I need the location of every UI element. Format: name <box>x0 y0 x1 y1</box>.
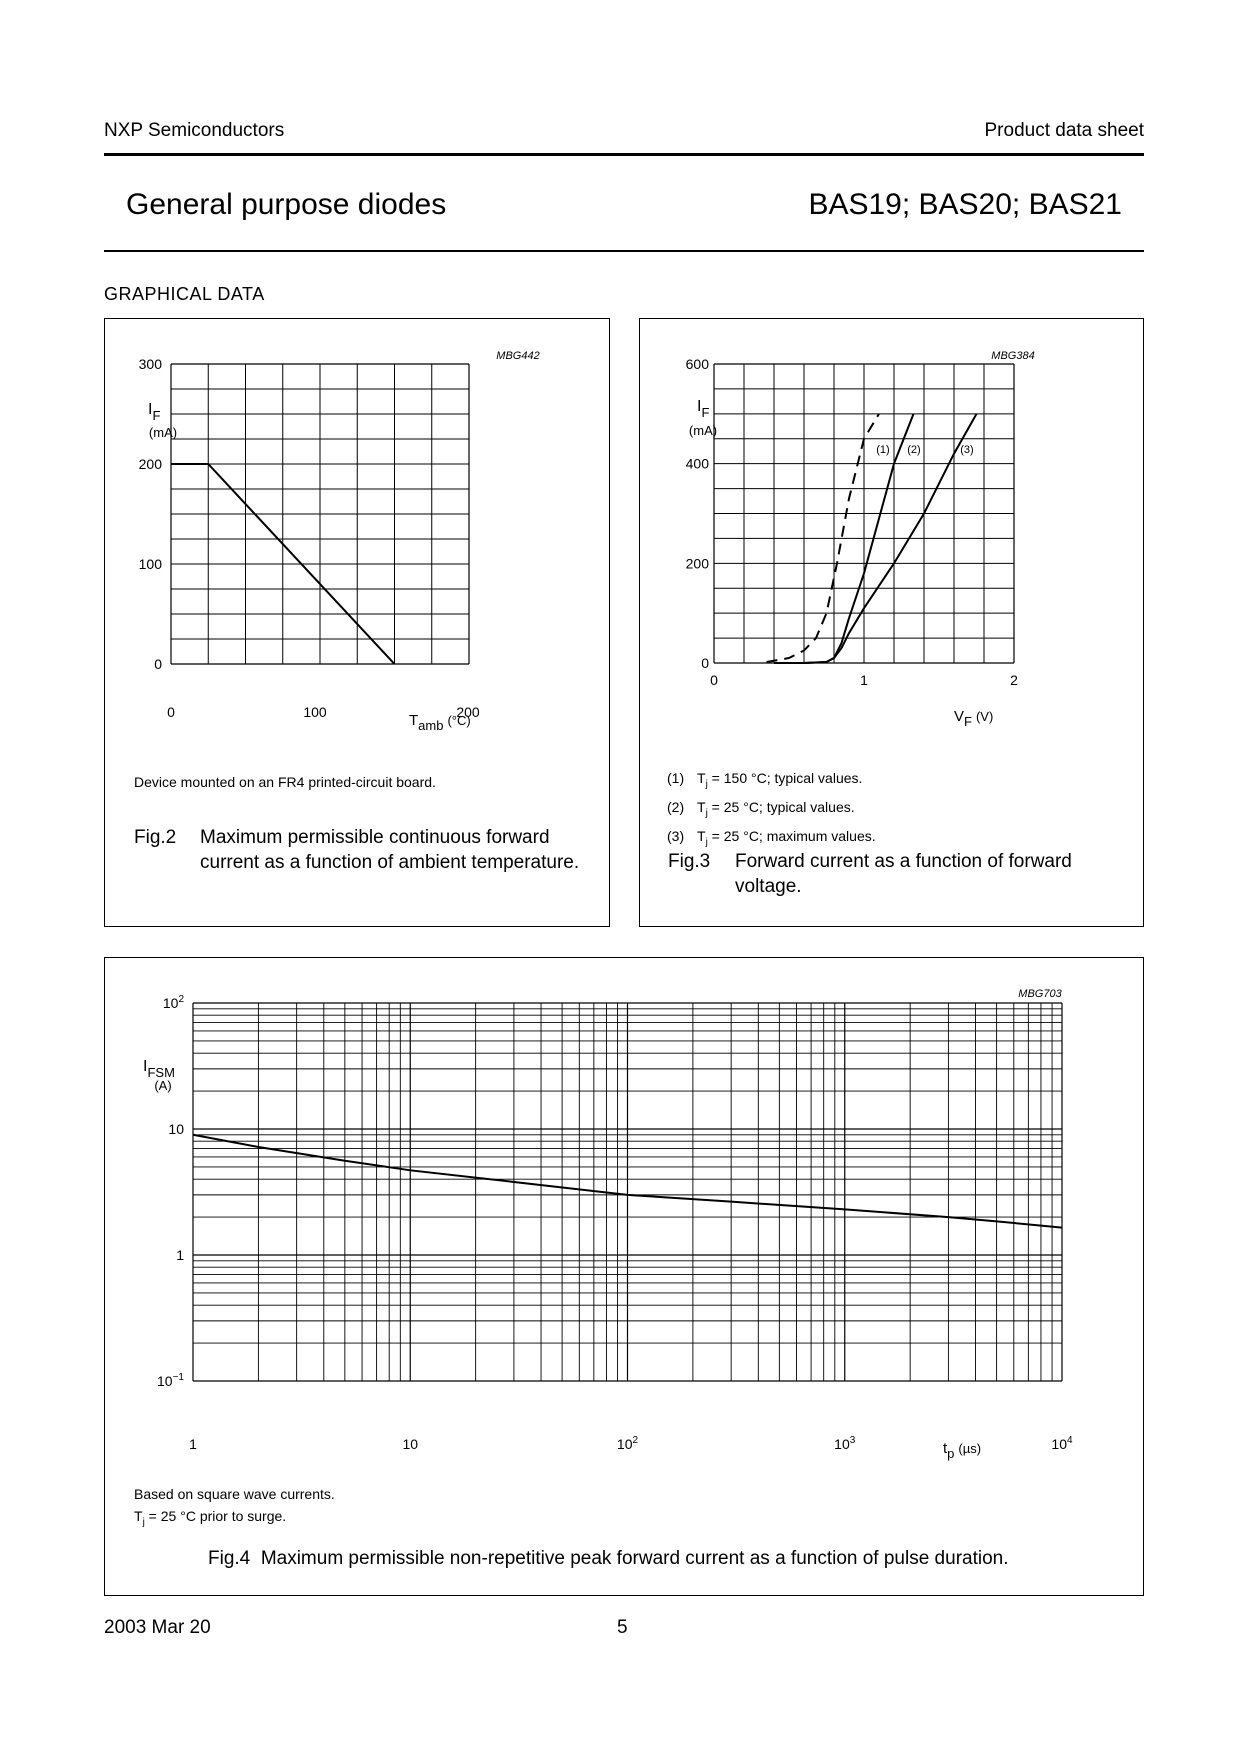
fig4-panel <box>104 957 1144 1596</box>
fig4-code: MBG703 <box>1018 988 1062 1000</box>
fig4-grid <box>193 1003 1062 1381</box>
fig3-legend-item: (2) $T_j = 25$ °C; typical values. <box>667 798 855 819</box>
fig3-grid <box>714 364 1014 663</box>
fig3-y-tick-label: 0 <box>701 655 709 671</box>
fig4-y-tick-label: $10^2$ <box>162 994 184 1011</box>
fig4-x-axis-label: tp (µs) <box>943 1440 982 1461</box>
fig4-y-tick-label: 10 <box>168 1121 184 1137</box>
fig3-legend-item: (3) $T_j = 25$ °C; maximum values. <box>667 827 876 848</box>
fig4-y-tick-label: 1 <box>176 1247 184 1263</box>
page-number: 5 <box>617 1617 628 1638</box>
title-rule <box>104 250 1144 252</box>
fig4-x-tick-label: 1 <box>189 1436 197 1452</box>
fig2-y-axis-symbol: $I_F$ <box>148 401 161 423</box>
fig3-y-tick-label: 600 <box>685 356 709 372</box>
fig3-legend-item: (1) $T_j = 150$ °C; typical values. <box>667 770 863 790</box>
fig2-x-tick-label: 0 <box>167 704 175 720</box>
fig4-caption-line <box>208 1546 1009 1571</box>
page-title: General purpose diodes <box>126 188 447 221</box>
fig2-y-tick-label: 300 <box>138 356 162 372</box>
fig4-caption: Maximum permissible non-repetitive peak forward current as a function of pulse duration. <box>260 1548 1009 1569</box>
fig3-y-axis-symbol: $I_F$ <box>697 398 710 420</box>
fig4-y-tick-labels <box>157 994 184 1389</box>
fig3-curve-label: (3) <box>960 444 974 456</box>
fig2-code: MBG442 <box>496 350 540 362</box>
fig2-note: Device mounted on an FR4 printed-circuit board. <box>134 774 436 790</box>
fig2-panel <box>104 318 610 927</box>
footer-date: 2003 Mar 20 <box>104 1617 211 1638</box>
header-rule <box>104 153 1144 156</box>
fig4-note-line: Based on square wave currents. <box>134 1486 335 1502</box>
fig3-y-tick-label: 200 <box>685 555 709 572</box>
fig4-y-tick-label: $10^{-1}$ <box>157 1372 184 1389</box>
fig3-label: Fig.3 <box>668 851 711 872</box>
fig3-code: MBG384 <box>991 350 1035 362</box>
fig4-y-axis-symbol: $I_{FSM}$ <box>143 1058 175 1080</box>
fig2-label: Fig.2 <box>134 827 177 848</box>
fig4-note-line: $T_j = 25$ °C prior to surge. <box>134 1508 287 1528</box>
fig4-x-tick-label: 10 <box>402 1436 419 1452</box>
fig2-grid <box>171 364 469 664</box>
fig4-notes <box>134 1483 335 1534</box>
fig3-y-tick-label: 400 <box>685 455 709 472</box>
fig3-curve-label: (1) <box>876 444 890 456</box>
fig3-curve-label: (2) <box>907 444 921 456</box>
fig2-y-tick-label: 0 <box>154 656 162 672</box>
fig2-y-tick-label: 100 <box>138 556 162 572</box>
fig4-x-tick-labels <box>189 1435 1073 1452</box>
fig3-x-tick-label: 1 <box>860 672 868 688</box>
fig3-x-tick-label: 2 <box>1010 672 1018 688</box>
fig4-y-axis-unit: (A) <box>154 1078 172 1093</box>
fig2-caption: Maximum permissible continuous forward current as a function of ambient temperature. <box>200 827 580 873</box>
fig3-caption: Forward current as a function of forward voltage. <box>735 851 1072 897</box>
fig3-x-tick-labels <box>710 672 1018 688</box>
fig4-x-tick-label: $10^3$ <box>834 1435 856 1452</box>
fig2-x-tick-label: 100 <box>303 704 327 720</box>
fig4-x-tick-label: $10^2$ <box>616 1435 639 1452</box>
fig3-panel <box>639 318 1144 927</box>
section-title: GRAPHICAL DATA <box>104 284 265 304</box>
company-name: NXP Semiconductors <box>104 120 285 141</box>
fig3-x-axis-label: VF (V) <box>954 708 994 729</box>
fig3-y-axis-unit: (mA) <box>688 423 718 438</box>
fig2-y-axis-unit: (mA) <box>148 425 178 440</box>
fig2-x-tick-label: 200 <box>456 704 480 720</box>
fig2-x-axis-label: Tamb (°C) <box>409 712 471 733</box>
fig4-x-tick-label: $10^4$ <box>1051 1435 1073 1452</box>
fig4-label: Fig.4 <box>208 1548 251 1569</box>
part-numbers: BAS19; BAS20; BAS21 <box>808 188 1122 221</box>
fig3-x-tick-label: 0 <box>710 672 718 688</box>
fig3-legend <box>667 767 876 853</box>
fig2-y-tick-label: 200 <box>138 456 162 472</box>
document-type: Product data sheet <box>984 120 1144 141</box>
